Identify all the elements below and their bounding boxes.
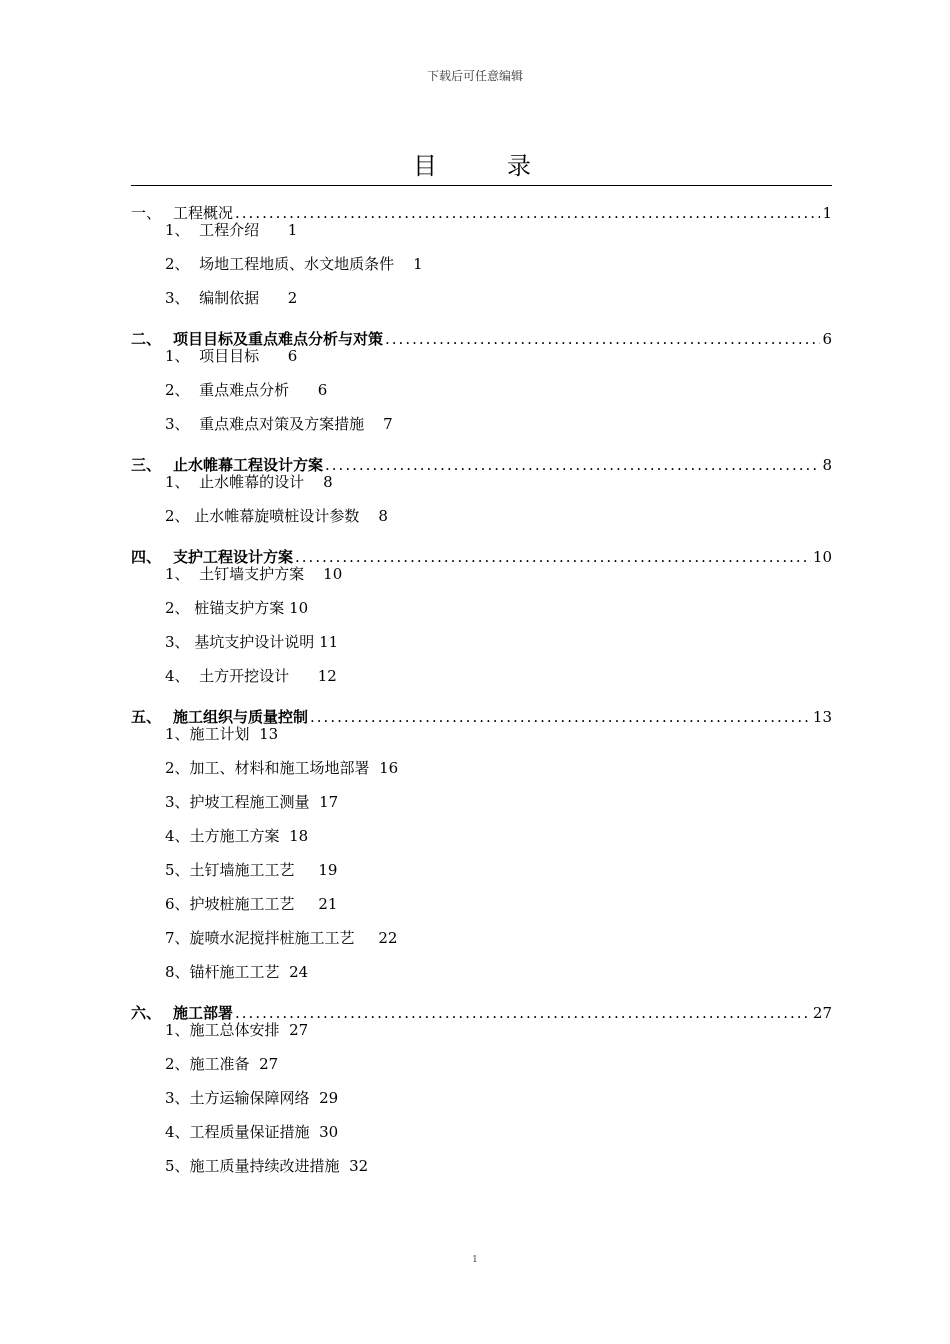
header-note: 下载后可任意编辑: [426, 69, 523, 83]
toc-subsection-item[interactable]: 1、 止水帷幕的设计 8: [165, 473, 333, 491]
toc-subsection-item[interactable]: 3、 基坑支护设计说明 11: [165, 633, 339, 651]
toc-subsection-list: [131, 1022, 832, 1192]
toc-subsection-item[interactable]: 4、 土方开挖设计 12: [165, 667, 337, 685]
toc-section-page: 1: [822, 204, 832, 222]
toc-dot-leader: [385, 324, 820, 354]
toc-subsection-item[interactable]: 3、 编制依据 2: [165, 289, 298, 307]
toc-subsection-item[interactable]: 5、土钉墙施工工艺 19: [165, 861, 338, 879]
page-title: 目录: [413, 152, 601, 180]
toc-subsection-item[interactable]: 1、施工总体安排 27: [165, 1021, 309, 1039]
toc-section-page: 6: [822, 330, 832, 348]
toc-section-number: 二、: [131, 330, 162, 348]
toc-subsection-item[interactable]: 2、加工、材料和施工场地部署 16: [165, 759, 399, 777]
toc-subsection-item[interactable]: 2、施工准备 27: [165, 1055, 279, 1073]
toc-section-number: 四、: [131, 548, 162, 566]
toc-subsection-item[interactable]: 1、 工程介绍 1: [165, 221, 298, 239]
toc-section-number: 三、: [131, 456, 162, 474]
toc-subsection-item[interactable]: 1、 项目目标 6: [165, 347, 298, 365]
toc-subsection-item[interactable]: 3、土方运输保障网络 29: [165, 1089, 339, 1107]
toc-subsection-item[interactable]: 4、工程质量保证措施 30: [165, 1123, 339, 1141]
toc-section-title: 项目目标及重点难点分析与对策: [173, 330, 384, 348]
toc-section-page: 27: [812, 1004, 832, 1022]
title-divider: [131, 185, 832, 186]
toc-section-page: 10: [812, 548, 832, 566]
toc-dot-leader: [310, 702, 811, 732]
toc-dot-leader: [235, 998, 811, 1028]
toc-section-title: 止水帷幕工程设计方案: [173, 456, 324, 474]
toc-subsection-list: [131, 566, 832, 702]
toc-subsection-item[interactable]: 8、锚杆施工工艺 24: [165, 963, 309, 981]
toc-section-page: 8: [822, 456, 832, 474]
toc-section-title: 工程概况: [173, 204, 234, 222]
toc-subsection-list: [131, 222, 832, 324]
toc-subsection-item[interactable]: 2、 止水帷幕旋喷桩设计参数 8: [165, 507, 388, 525]
toc-dot-leader: [325, 450, 820, 480]
toc-subsection-item[interactable]: 2、 桩锚支护方案 10: [165, 599, 309, 617]
toc-subsection-list: [131, 474, 832, 542]
toc-subsection-list: [131, 348, 832, 450]
toc-section-page: 13: [812, 708, 832, 726]
toc-subsection-item[interactable]: 1、 土钉墙支护方案 10: [165, 565, 343, 583]
toc-section-number: 五、: [131, 708, 162, 726]
toc-subsection-item[interactable]: 2、 场地工程地质、水文地质条件 1: [165, 255, 423, 273]
toc-dot-leader: [295, 542, 811, 572]
toc-subsection-list: [131, 726, 832, 998]
toc-subsection-item[interactable]: 3、护坡工程施工测量 17: [165, 793, 339, 811]
toc-section-title: 施工组织与质量控制: [173, 708, 309, 726]
page-number: 1: [472, 1255, 478, 1265]
toc-subsection-item[interactable]: 7、旋喷水泥搅拌桩施工工艺 22: [165, 929, 398, 947]
toc-section-title: 支护工程设计方案: [173, 548, 294, 566]
toc-section-number: 一、: [131, 204, 162, 222]
toc-subsection-item[interactable]: 1、施工计划 13: [165, 725, 279, 743]
toc-subsection-item[interactable]: 2、 重点难点分析 6: [165, 381, 328, 399]
toc-subsection-item[interactable]: 3、 重点难点对策及方案措施 7: [165, 415, 393, 433]
toc-subsection-item[interactable]: 6、护坡桩施工工艺 21: [165, 895, 338, 913]
toc-dot-leader: [235, 198, 820, 228]
table-of-contents: [131, 198, 832, 1192]
toc-subsection-item[interactable]: 4、土方施工方案 18: [165, 827, 309, 845]
toc-section-number: 六、: [131, 1004, 162, 1022]
toc-subsection-item[interactable]: 5、施工质量持续改进措施 32: [165, 1157, 369, 1175]
toc-section-title: 施工部署: [173, 1004, 234, 1022]
